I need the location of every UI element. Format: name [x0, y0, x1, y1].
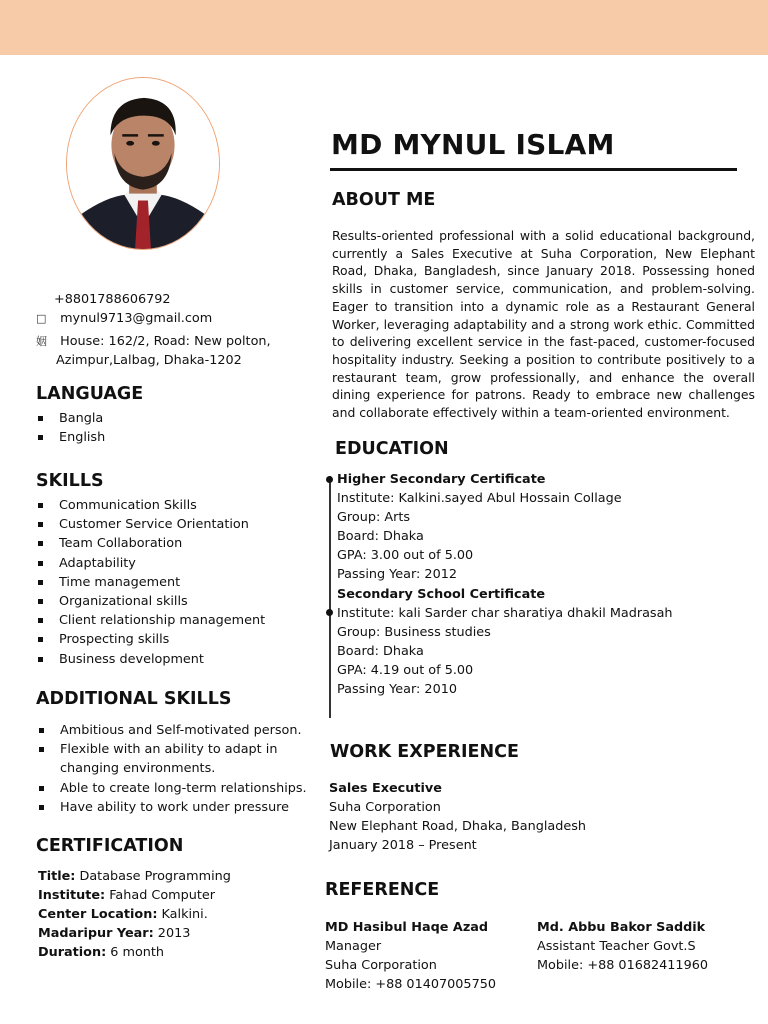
- contact-email: mynul9713@gmail.com: [60, 311, 213, 326]
- about-text: Results-oriented professional with a solid educational background, currently a Sales Executive at Suha Corporation, New Elephant Road, Dhaka, Bangladesh, since January 2018. Possessing honed skills in customer service, communication, and problem-solving. Eager to transition into a dynamic role as a Restaurant General Worker, leveraging adaptability and a strong work ethic. Committed to delivering excellent service in the fast-paced, customer-focused hospitality industry. Seeking a position to contribute positively to a restaurant team, grow professionally, and enhance the overall dining experience for patrons. Ready to embrace new challenges and collaborate effectively within a team-oriented environment.: [332, 228, 755, 421]
- education-institute: Institute: kali Sarder char sharatiya dhakil Madrasah: [337, 606, 673, 621]
- list-item: Customer Service Orientation: [35, 515, 265, 534]
- cert-row: Center Location: Kalkini.: [38, 907, 208, 922]
- education-timeline: [329, 476, 331, 718]
- language-heading: LANGUAGE: [36, 384, 144, 404]
- education-group: Group: Business studies: [337, 625, 491, 640]
- education-gpa: GPA: 3.00 out of 5.00: [337, 548, 474, 563]
- additional-skills-heading: ADDITIONAL SKILLS: [36, 689, 232, 709]
- cert-row: Title: Database Programming: [38, 869, 231, 884]
- certification-heading: CERTIFICATION: [36, 836, 184, 856]
- list-item: English: [35, 428, 105, 447]
- contact-address-line1: House: 162/2, Road: New polton,: [60, 334, 271, 349]
- reference-line: Mobile: +88 01407005750: [325, 977, 496, 992]
- contact-address-row: [36, 332, 271, 351]
- certification-details: [38, 867, 231, 962]
- about-heading: ABOUT ME: [332, 190, 436, 210]
- email-icon: □: [36, 312, 47, 325]
- reference-line: Mobile: +88 01682411960: [537, 958, 708, 973]
- reference-line: Manager: [325, 939, 382, 954]
- list-item: Adaptability: [35, 554, 265, 573]
- list-item: Flexible with an ability to adapt in changing environments.: [36, 740, 316, 778]
- education-entry-ssc: [337, 585, 673, 699]
- list-item: Business development: [35, 650, 265, 669]
- list-item: Organizational skills: [35, 592, 265, 611]
- timeline-dot: [326, 609, 333, 616]
- contact-phone: +8801788606792: [54, 292, 171, 307]
- home-icon: 姻: [36, 335, 47, 348]
- additional-skills-list: [36, 721, 316, 817]
- language-list: [35, 409, 105, 447]
- cert-row: Duration: 6 month: [38, 945, 165, 960]
- contact-email-row: [36, 309, 212, 328]
- education-board: Board: Dhaka: [337, 529, 424, 544]
- work-period: January 2018 – Present: [329, 838, 477, 853]
- education-title: Higher Secondary Certificate: [337, 472, 546, 487]
- reference-name: Md. Abbu Bakor Saddik: [537, 920, 706, 935]
- contact-address-line2: Azimpur,Lalbag, Dhaka-1202: [56, 353, 242, 368]
- reference-line: Suha Corporation: [325, 958, 437, 973]
- work-entry: [329, 779, 586, 855]
- work-role: Sales Executive: [329, 781, 442, 796]
- education-entry-hsc: [337, 470, 622, 584]
- reference-line: Assistant Teacher Govt.S: [537, 939, 696, 954]
- work-heading: WORK EXPERIENCE: [330, 742, 519, 762]
- reference-heading: REFERENCE: [325, 880, 440, 900]
- education-board: Board: Dhaka: [337, 644, 424, 659]
- full-name: MD MYNUL ISLAM: [331, 128, 615, 161]
- top-color-band: [0, 0, 768, 55]
- reference-entry: [325, 918, 496, 994]
- education-year: Passing Year: 2012: [337, 567, 457, 582]
- reference-name: MD Hasibul Haqe Azad: [325, 920, 489, 935]
- reference-entry: [537, 918, 708, 975]
- education-heading: EDUCATION: [335, 439, 449, 459]
- profile-photo: [66, 77, 220, 250]
- list-item: Team Collaboration: [35, 534, 265, 553]
- work-company: Suha Corporation: [329, 800, 441, 815]
- list-item: Communication Skills: [35, 496, 265, 515]
- cert-row: Madaripur Year: 2013: [38, 926, 191, 941]
- skills-list: [35, 496, 265, 669]
- list-item: Have ability to work under pressure: [36, 798, 316, 817]
- skills-heading: SKILLS: [36, 471, 104, 491]
- person-portrait-icon: [67, 78, 219, 249]
- list-item: Prospecting skills: [35, 630, 265, 649]
- list-item: Bangla: [35, 409, 105, 428]
- education-gpa: GPA: 4.19 out of 5.00: [337, 663, 474, 678]
- education-title: Secondary School Certificate: [337, 587, 546, 602]
- timeline-dot: [326, 476, 333, 483]
- education-institute: Institute: Kalkini.sayed Abul Hossain Collage: [337, 491, 622, 506]
- name-underline: [330, 168, 737, 171]
- list-item: Client relationship management: [35, 611, 265, 630]
- list-item: Time management: [35, 573, 265, 592]
- list-item: Ambitious and Self-motivated person.: [36, 721, 316, 740]
- education-group: Group: Arts: [337, 510, 411, 525]
- education-year: Passing Year: 2010: [337, 682, 457, 697]
- cert-row: Institute: Fahad Computer: [38, 888, 215, 903]
- work-location: New Elephant Road, Dhaka, Bangladesh: [329, 819, 587, 834]
- list-item: Able to create long-term relationships.: [36, 779, 316, 798]
